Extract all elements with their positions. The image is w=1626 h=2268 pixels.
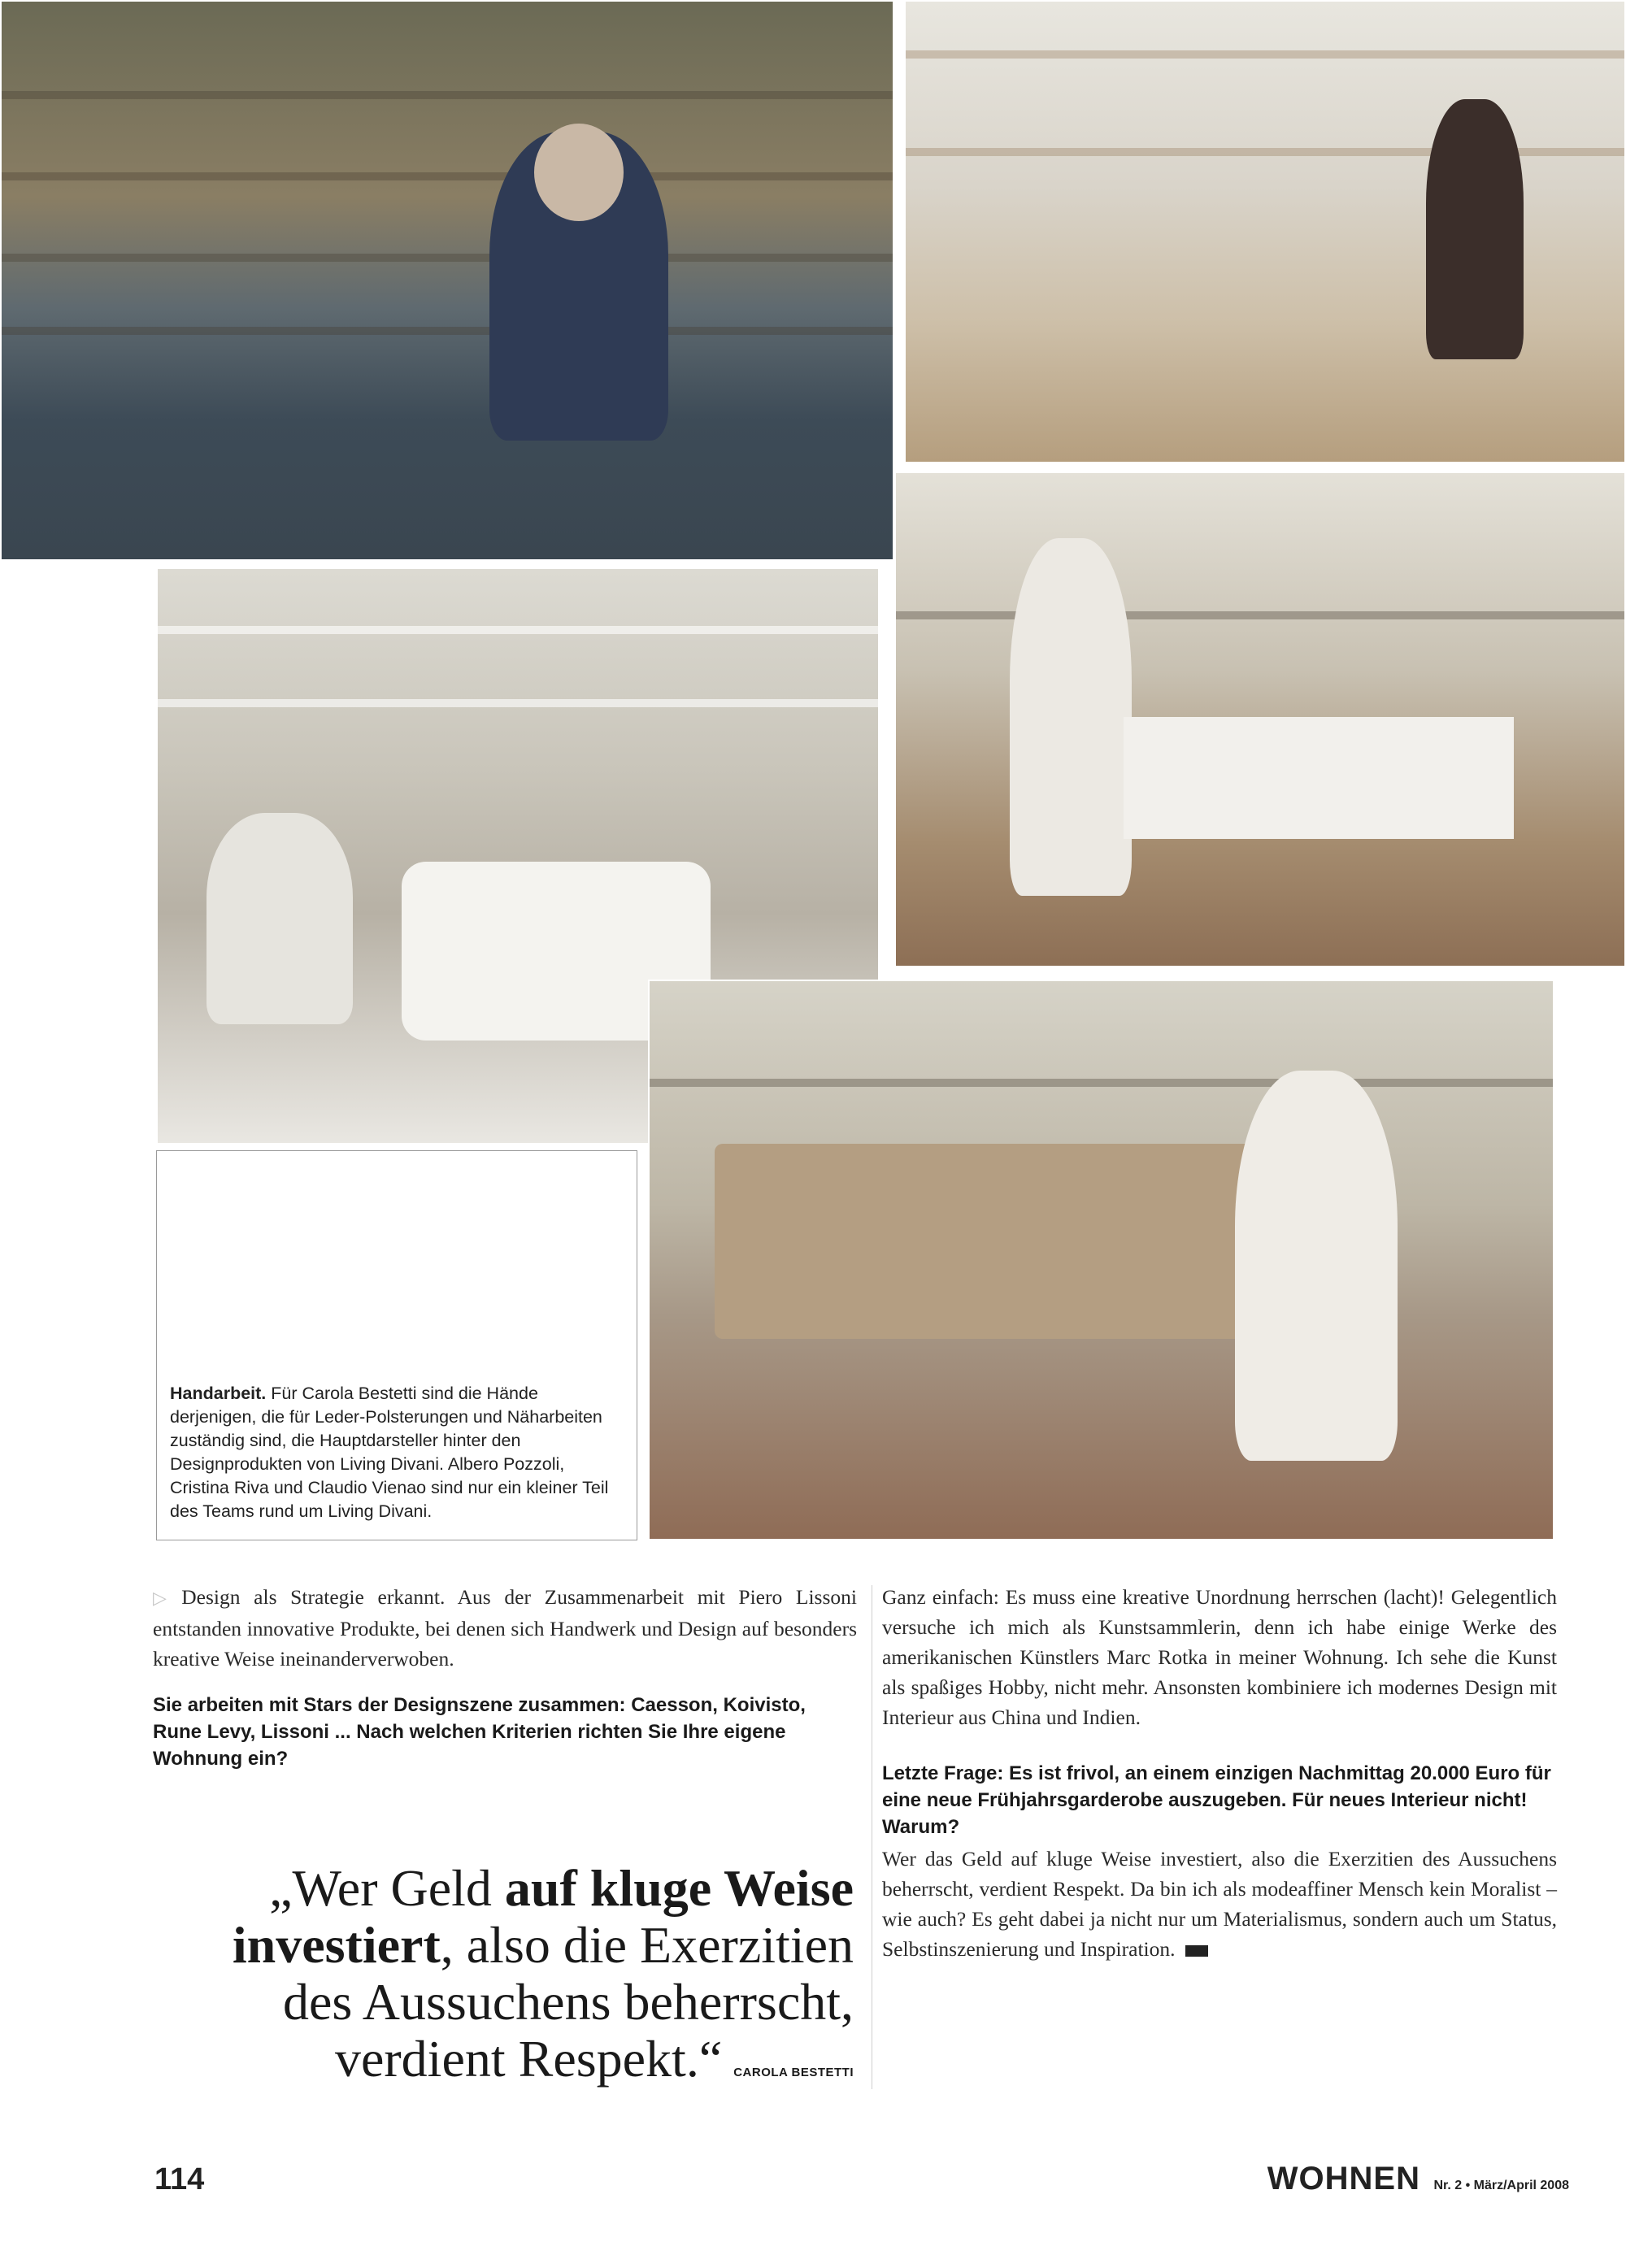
article-paragraph: Ganz einfach: Es muss eine kreative Unordnung herrschen (lacht)! Gelegentlich versuche ich mich als Kunstsammlerin, denn ich habe einige Werke des amerikanischen Künstlers Marc Rotka in meiner Wohnung. Ich sehe die Kunst als spaßiges Hobby, nicht mehr. Ansonsten kombiniere ich modernes Design mit Interieur aus China und Indien. (882, 1585, 1557, 1729)
issue-info: Nr. 2 • März/April 2008 (1433, 2179, 1569, 2192)
article-column-right (882, 1582, 1557, 1982)
article-paragraph: ▷ Design als Strategie erkannt. Aus der Zusammenarbeit mit Piero Lissoni entstanden innovative Produkte, bei denen sich Handwerk und Design auf besonders kreative Weise ineinanderverwoben. (153, 1585, 857, 1671)
magazine-name: WOHNEN (1267, 2161, 1420, 2196)
photo-caption (170, 1382, 628, 1523)
article-paragraph: Wer das Geld auf kluge Weise investiert, also die Exerzitien des Aussuchens beherrscht, verdient Respekt. Da bin ich als modeaffiner Mensch kein Moralist – wie auch? Es geht dabei ja nicht nur um Materialismus, sondern auch um Status, Selbstinszenierung und Inspiration. (882, 1847, 1557, 1961)
caption-body: Für Carola Bestetti sind die Hände derjenigen, die für Leder-Polsterungen und Näharbeiten zuständig sind, die Hauptdarsteller hinter den Designprodukten von Living Divani. Albero Pozzoli, Cristina Riva und Claudio Vienao sind nur ein kleiner Teil des Teams rund um Living Divani. (170, 1384, 609, 1521)
page-number: 114 (154, 2162, 205, 2196)
photo-fabric-storage (0, 0, 894, 561)
quote-attribution: CAROLA BESTETTI (733, 2066, 854, 2079)
photo-upholstery-worker (894, 471, 1626, 967)
continuation-arrow-icon: ▷ (153, 1588, 176, 1609)
photo-caption-box (156, 1150, 637, 1540)
interview-question: Letzte Frage: Es ist frivol, an einem einzigen Nachmittag 20.000 Euro für eine neue Frühjahrsgarderobe auszugeben. Für neues Interieur nicht! Warum? (882, 1762, 1551, 1838)
interview-question: Sie arbeiten mit Stars der Designszene zusammen: Caesson, Koivisto, Rune Levy, Lissoni ... Nach welchen Kriterien richten Sie Ihre eigene Wohnung ein? (153, 1694, 806, 1770)
end-mark-icon (1185, 1945, 1208, 1957)
caption-lead: Handarbeit. (170, 1384, 267, 1403)
pull-quote-emphasis: auf kluge Weise investiert (232, 1859, 854, 1974)
pull-quote: „Wer Geld auf kluge Weise investiert, also die Exerzitien des Aussuchens beherrscht, verdient Respekt.“ CAROLA BESTETTI (232, 1859, 854, 2088)
photo-sofa-assembly (648, 980, 1554, 1540)
magazine-footer (1267, 2161, 1569, 2197)
photo-cushion-storage (904, 0, 1626, 463)
article-column-left (153, 1582, 857, 1772)
